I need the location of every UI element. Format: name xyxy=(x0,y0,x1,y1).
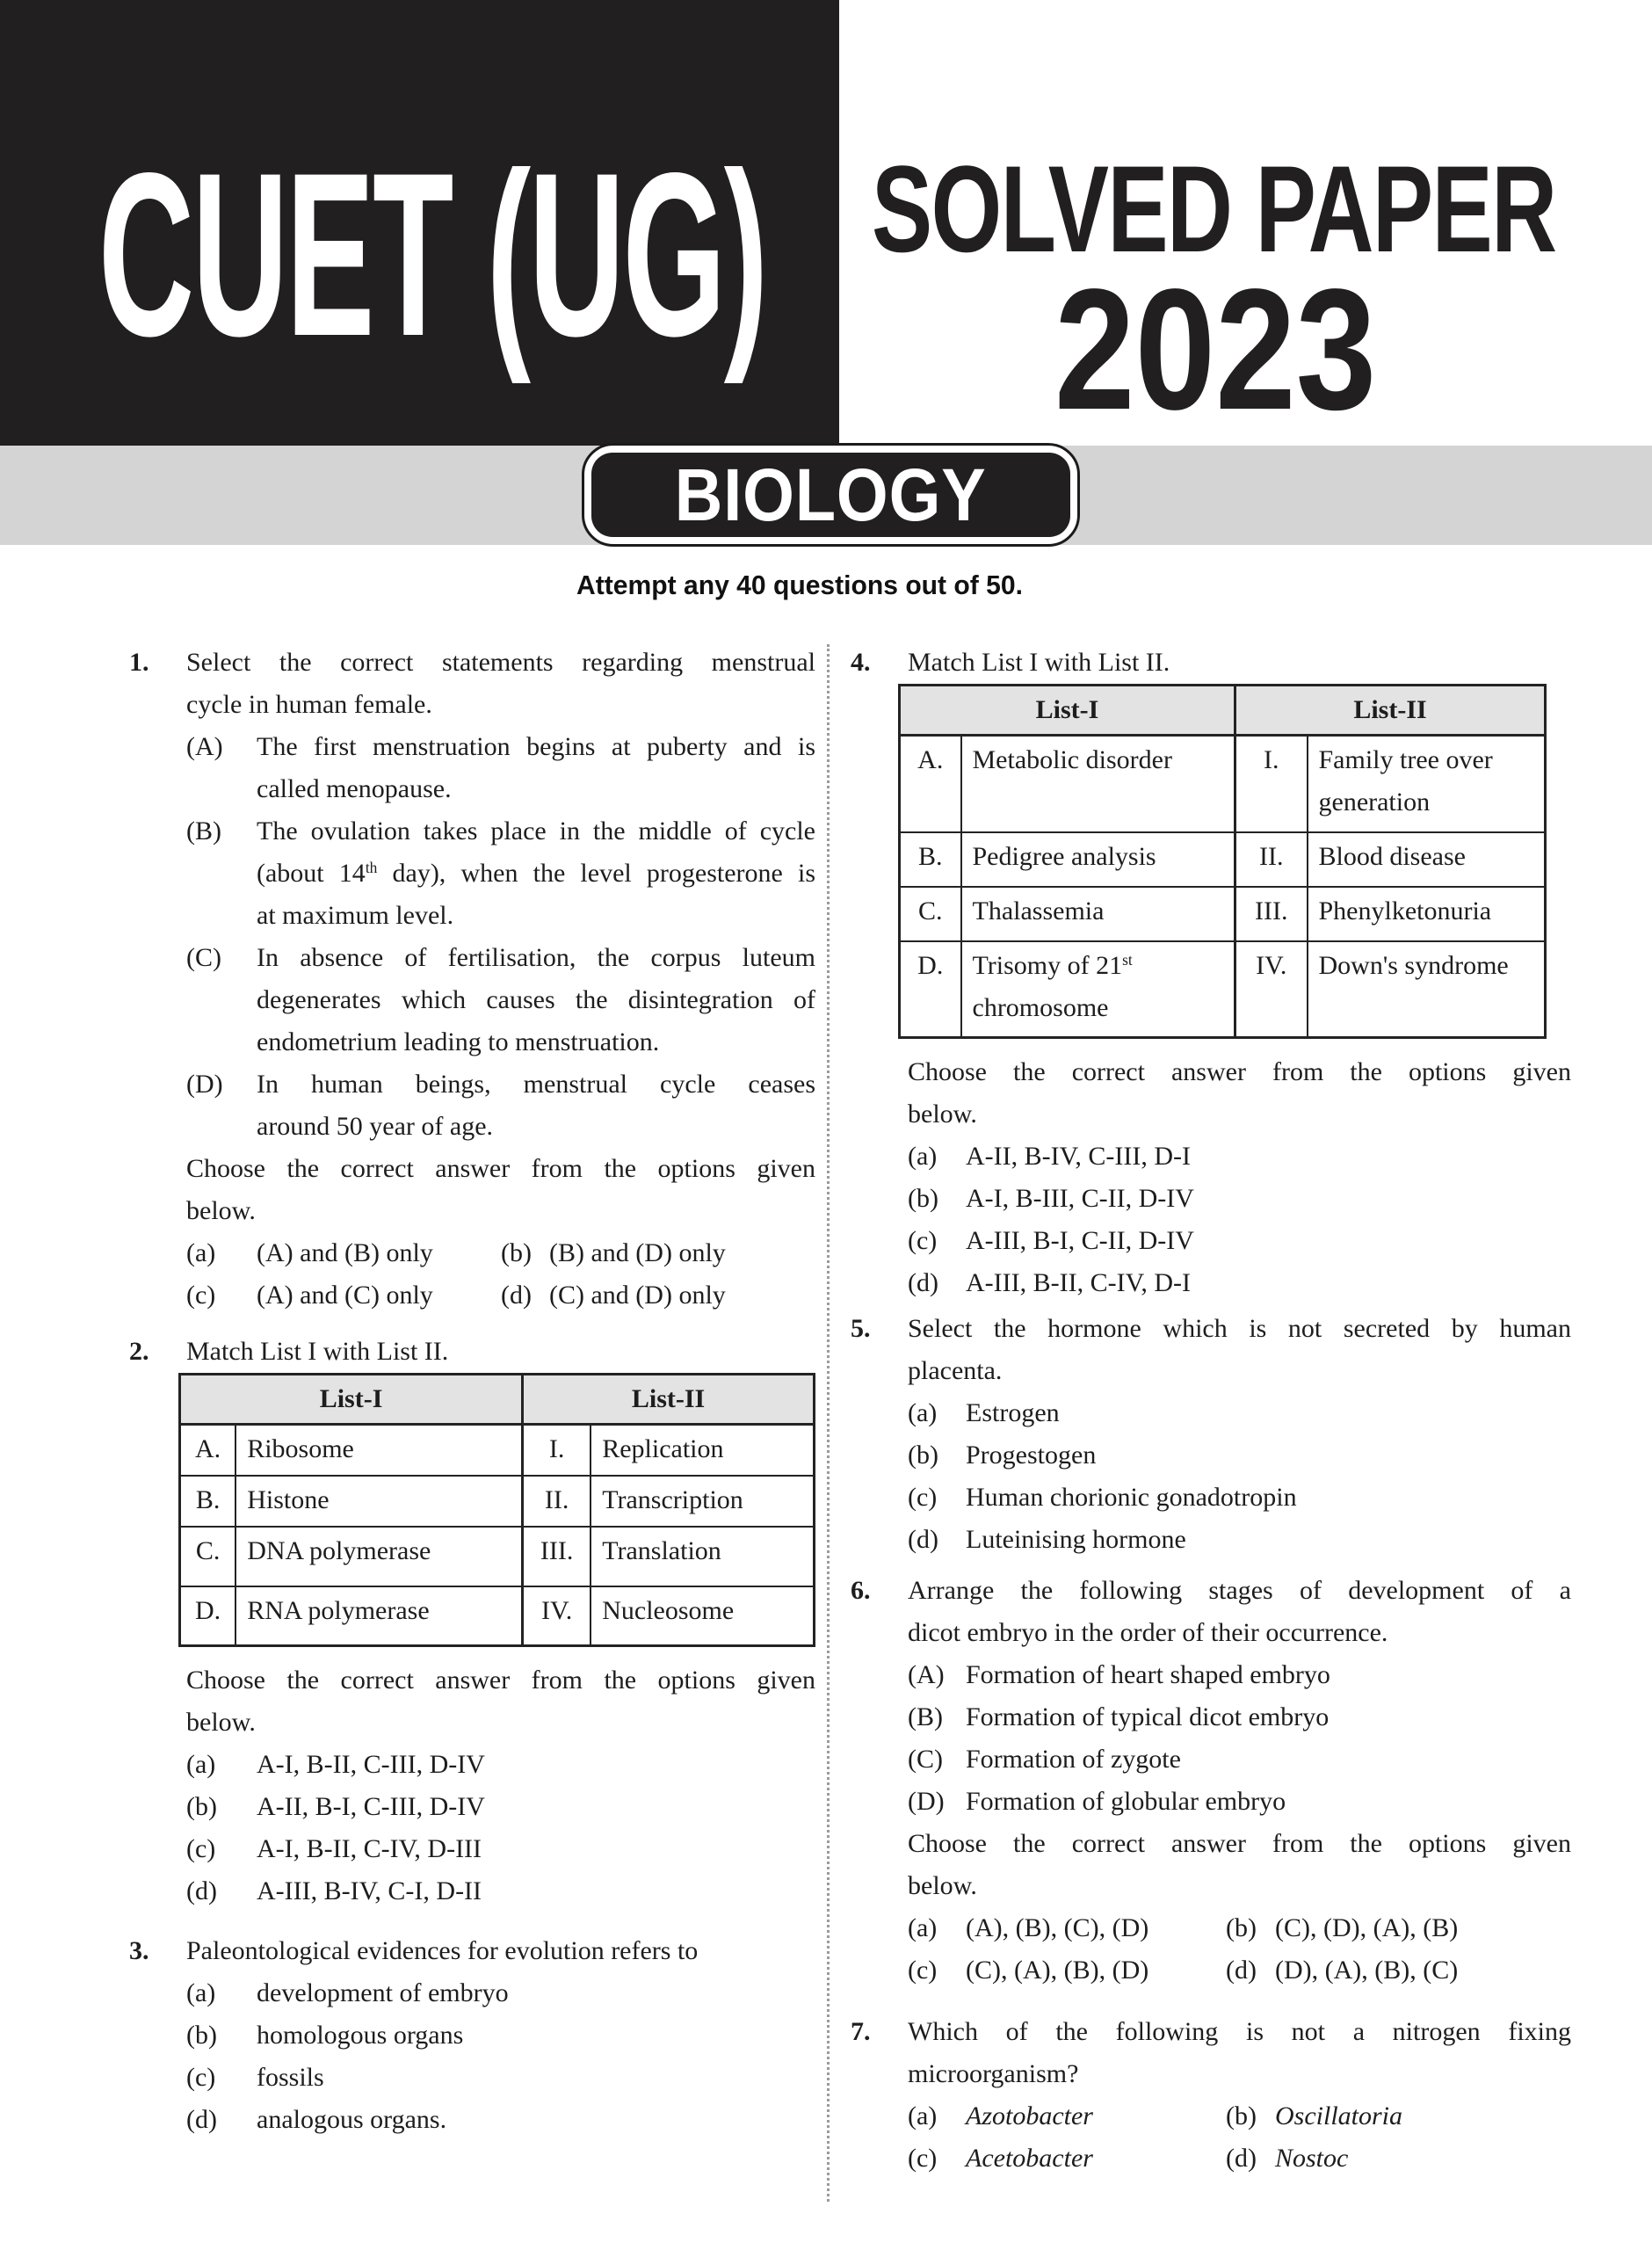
choose-line: Choose the correct answer from the options given xyxy=(908,1057,1571,1086)
superscript: th xyxy=(365,859,378,877)
question-line: Select the correct statements regarding menstrual xyxy=(186,648,815,677)
question-line: Match List I with List II. xyxy=(908,648,1170,677)
question-line: Arrange the following stages of development of a xyxy=(908,1576,1571,1605)
table-cell: Histone xyxy=(235,1476,522,1527)
option-label: (b) xyxy=(501,1238,532,1267)
statement-label: (D) xyxy=(186,1070,223,1099)
statement-d xyxy=(186,1063,815,1148)
option xyxy=(908,1220,1571,1262)
brand-title: CUET (UG) xyxy=(98,125,766,385)
option-text: A-III, B-II, C-IV, D-I xyxy=(966,1268,1192,1297)
text-run: (about 14 xyxy=(257,859,366,888)
question-line: Match List I with List II. xyxy=(186,1337,449,1366)
option xyxy=(186,1870,815,1912)
table-cell: Translation xyxy=(591,1527,814,1586)
text-run: chromosome xyxy=(972,992,1109,1022)
option-text: A-I, B-III, C-II, D-IV xyxy=(966,1184,1194,1213)
table-row xyxy=(180,1425,815,1476)
table-cell: Blood disease xyxy=(1308,832,1546,887)
table-header-row xyxy=(180,1375,815,1425)
table-header-cell: List-I xyxy=(180,1375,523,1425)
option xyxy=(186,1972,815,2014)
year-title: 2023 xyxy=(1054,253,1377,446)
table-cell: I. xyxy=(523,1425,591,1476)
statement-line xyxy=(257,853,815,895)
text-run: generation xyxy=(1318,788,1431,817)
option-label: (d) xyxy=(1226,2144,1257,2173)
option-label: (a) xyxy=(908,1913,938,1942)
table-row xyxy=(900,736,1546,832)
text-run: Family tree over xyxy=(1318,745,1493,774)
question-7 xyxy=(851,2011,1571,2180)
option-label: (a) xyxy=(186,1750,216,1779)
option-text: Acetobacter xyxy=(966,2144,1093,2173)
table-cell: C. xyxy=(180,1527,236,1586)
statement-label: (A) xyxy=(908,1660,945,1689)
option-label: (b) xyxy=(1226,1913,1257,1942)
table-cell: D. xyxy=(900,941,961,1038)
choose-line: below. xyxy=(908,1100,977,1129)
table-cell: Replication xyxy=(591,1425,814,1476)
option xyxy=(186,1786,815,1828)
option xyxy=(908,1434,1571,1477)
table-cell: III. xyxy=(1235,887,1308,941)
option-label: (d) xyxy=(501,1281,532,1310)
statement-line: called menopause. xyxy=(257,774,452,803)
option-text: analogous organs. xyxy=(257,2105,447,2134)
option-row xyxy=(908,1907,1571,1949)
question-number: 1. xyxy=(129,648,149,677)
statement-b xyxy=(186,810,815,937)
option-text: Estrogen xyxy=(966,1398,1060,1427)
statement-label: (C) xyxy=(186,943,221,972)
option-text: (C), (D), (A), (B) xyxy=(1275,1913,1459,1942)
table-cell: B. xyxy=(180,1476,236,1527)
statement-line: at maximum level. xyxy=(257,901,454,930)
option xyxy=(908,1477,1571,1519)
statement-line: Formation of typical dicot embryo xyxy=(966,1702,1330,1731)
statement-line: In human beings, menstrual cycle ceases xyxy=(257,1070,815,1099)
option-text: development of embryo xyxy=(257,1978,509,2007)
right-column xyxy=(851,642,1571,2180)
option-label: (c) xyxy=(186,2063,216,2092)
table-cell: RNA polymerase xyxy=(235,1586,522,1646)
question-line: Paleontological evidences for evolution refers to xyxy=(186,1936,699,1965)
option-label: (c) xyxy=(908,1956,938,1985)
brand-panel xyxy=(0,0,839,446)
table-cell: C. xyxy=(900,887,961,941)
choose-line: Choose the correct answer from the options given xyxy=(186,1154,815,1183)
option-text: fossils xyxy=(257,2063,324,2092)
statement-label: (A) xyxy=(186,732,223,761)
table-row xyxy=(180,1476,815,1527)
table-cell: II. xyxy=(523,1476,591,1527)
table-cell: DNA polymerase xyxy=(235,1527,522,1586)
statement-line: Formation of heart shaped embryo xyxy=(966,1660,1330,1689)
option-text: (A), (B), (C), (D) xyxy=(966,1913,1149,1942)
table-header-cell: List-I xyxy=(900,686,1235,736)
table-cell: A. xyxy=(900,736,961,832)
table-header-cell: List-II xyxy=(1235,686,1546,736)
option-text: Luteinising hormone xyxy=(966,1525,1186,1554)
option-label: (d) xyxy=(908,1268,938,1297)
option-label: (d) xyxy=(186,2105,217,2134)
option-label: (c) xyxy=(908,1483,938,1512)
statement-line: Formation of zygote xyxy=(966,1745,1181,1774)
option-text: Progestogen xyxy=(966,1441,1097,1470)
option xyxy=(186,2099,815,2141)
table-cell: Nucleosome xyxy=(591,1586,814,1646)
option xyxy=(908,1136,1571,1178)
option-text: homologous organs xyxy=(257,2021,464,2050)
option-label: (c) xyxy=(908,2144,938,2173)
option-row xyxy=(908,1949,1571,1992)
table-cell xyxy=(961,941,1235,1038)
question-line: Select the hormone which is not secreted by human xyxy=(908,1314,1571,1343)
question-line: placenta. xyxy=(908,1356,1003,1385)
option-label: (c) xyxy=(186,1281,216,1310)
option-label: (a) xyxy=(186,1238,216,1267)
table-cell: Pedigree analysis xyxy=(961,832,1235,887)
question-number: 7. xyxy=(851,2017,871,2046)
table-row xyxy=(900,832,1546,887)
option xyxy=(186,1828,815,1870)
statement-line: The first menstruation begins at puberty and is xyxy=(257,732,815,761)
option-text: A-III, B-IV, C-I, D-II xyxy=(257,1876,482,1905)
question-number: 5. xyxy=(851,1314,871,1343)
option-text: (A) and (C) only xyxy=(257,1281,433,1310)
option-label: (c) xyxy=(186,1834,216,1863)
option-row xyxy=(186,1274,815,1317)
option-text: Human chorionic gonadotropin xyxy=(966,1483,1297,1512)
option-text: (D), (A), (B), (C) xyxy=(1275,1956,1459,1985)
option-label: (b) xyxy=(186,2021,217,2050)
option-label: (b) xyxy=(908,1184,938,1213)
choose-line: below. xyxy=(186,1708,256,1737)
match-table xyxy=(178,1373,815,1647)
table-header-cell: List-II xyxy=(523,1375,815,1425)
table-cell: II. xyxy=(1235,832,1308,887)
statement-a xyxy=(186,726,815,810)
subject-title: BIOLOGY xyxy=(675,454,987,536)
question-line: cycle in human female. xyxy=(186,690,432,719)
option xyxy=(186,1744,815,1786)
question-1 xyxy=(129,642,815,1317)
option-label: (b) xyxy=(186,1792,217,1821)
choose-line: Choose the correct answer from the options given xyxy=(908,1829,1571,1858)
question-number: 2. xyxy=(129,1337,149,1366)
option-label: (a) xyxy=(908,2101,938,2130)
question-6 xyxy=(851,1570,1571,1992)
option xyxy=(908,1519,1571,1561)
option-label: (a) xyxy=(908,1142,938,1171)
option-row xyxy=(186,1232,815,1274)
statement-line: Formation of globular embryo xyxy=(966,1787,1286,1816)
table-header-row xyxy=(900,686,1546,736)
text-run: day), when the level progesterone is xyxy=(377,859,815,888)
option-text: A-I, B-II, C-III, D-IV xyxy=(257,1750,485,1779)
statement-c xyxy=(908,1738,1571,1781)
option-label: (d) xyxy=(186,1876,217,1905)
option xyxy=(186,2057,815,2099)
table-cell: Down's syndrome xyxy=(1308,941,1546,1038)
statement-a xyxy=(908,1654,1571,1696)
statement-line: endometrium leading to menstruation. xyxy=(257,1027,660,1056)
table-row xyxy=(180,1527,815,1586)
question-4 xyxy=(851,642,1571,1304)
option-label: (b) xyxy=(1226,2101,1257,2130)
solved-paper-title: SOLVED PAPER xyxy=(872,140,1556,278)
question-line: microorganism? xyxy=(908,2059,1079,2088)
choose-line: Choose the correct answer from the options given xyxy=(186,1666,815,1695)
option xyxy=(908,1392,1571,1434)
statement-line: around 50 year of age. xyxy=(257,1112,494,1141)
choose-line: below. xyxy=(186,1196,256,1225)
subject-badge-inner xyxy=(591,453,1070,537)
table-cell: A. xyxy=(180,1425,236,1476)
option-label: (a) xyxy=(186,1978,216,2007)
table-row xyxy=(180,1586,815,1646)
option-label: (d) xyxy=(908,1525,938,1554)
option-text: (B) and (D) only xyxy=(549,1238,726,1267)
statement-label: (B) xyxy=(186,817,221,846)
statement-d xyxy=(908,1781,1571,1823)
table-cell: Ribosome xyxy=(235,1425,522,1476)
table-row xyxy=(900,941,1546,1038)
option-text: A-I, B-II, C-IV, D-III xyxy=(257,1834,482,1863)
table-cell: IV. xyxy=(1235,941,1308,1038)
question-number: 6. xyxy=(851,1576,871,1605)
column-divider xyxy=(827,644,830,2202)
statement-label: (B) xyxy=(908,1702,943,1731)
choose-line: below. xyxy=(908,1871,977,1900)
table-cell: I. xyxy=(1235,736,1308,832)
question-3 xyxy=(129,1930,815,2141)
table-cell: Transcription xyxy=(591,1476,814,1527)
match-table xyxy=(898,684,1547,1039)
table-cell: Phenylketonuria xyxy=(1308,887,1546,941)
statement-b xyxy=(908,1696,1571,1738)
table-cell: IV. xyxy=(523,1586,591,1646)
statement-line: In absence of fertilisation, the corpus luteum xyxy=(257,943,815,972)
left-column xyxy=(129,642,815,2141)
table-cell: III. xyxy=(523,1527,591,1586)
option-row xyxy=(908,2138,1571,2180)
option-text: (C) and (D) only xyxy=(549,1281,726,1310)
question-number: 4. xyxy=(851,648,871,677)
option-label: (a) xyxy=(908,1398,938,1427)
statement-label: (D) xyxy=(908,1787,945,1816)
option xyxy=(186,2014,815,2057)
statement-c xyxy=(186,937,815,1063)
question-5 xyxy=(851,1308,1571,1561)
table-cell: D. xyxy=(180,1586,236,1646)
option-text: Nostoc xyxy=(1275,2144,1349,2173)
table-cell: B. xyxy=(900,832,961,887)
option-text: Azotobacter xyxy=(966,2101,1093,2130)
option-label: (b) xyxy=(908,1441,938,1470)
table-cell: Metabolic disorder xyxy=(961,736,1235,832)
option-row xyxy=(908,2095,1571,2138)
question-2 xyxy=(129,1331,815,1912)
question-number: 3. xyxy=(129,1936,149,1965)
option xyxy=(908,1178,1571,1220)
option xyxy=(908,1262,1571,1304)
instruction-text: Attempt any 40 questions out of 50. xyxy=(576,570,1023,600)
option-text: A-III, B-I, C-II, D-IV xyxy=(966,1226,1194,1255)
statement-label: (C) xyxy=(908,1745,943,1774)
option-text: (A) and (B) only xyxy=(257,1238,433,1267)
question-line: Which of the following is not a nitrogen fixing xyxy=(908,2017,1571,2046)
superscript: st xyxy=(1122,950,1133,969)
subject-badge xyxy=(582,443,1080,547)
question-line: dicot embryo in the order of their occurrence. xyxy=(908,1618,1388,1647)
text-run: Trisomy of 21 xyxy=(972,950,1123,980)
option-text: (C), (A), (B), (D) xyxy=(966,1956,1149,1985)
table-cell: Thalassemia xyxy=(961,887,1235,941)
option-label: (d) xyxy=(1226,1956,1257,1985)
statement-line: degenerates which causes the disintegration of xyxy=(257,985,815,1014)
table-row xyxy=(900,887,1546,941)
option-text: Oscillatoria xyxy=(1275,2101,1403,2130)
table-cell xyxy=(1308,736,1546,832)
option-text: A-II, B-I, C-III, D-IV xyxy=(257,1792,485,1821)
statement-line: The ovulation takes place in the middle of cycle xyxy=(257,817,815,846)
option-text: A-II, B-IV, C-III, D-I xyxy=(966,1142,1192,1171)
option-label: (c) xyxy=(908,1226,938,1255)
